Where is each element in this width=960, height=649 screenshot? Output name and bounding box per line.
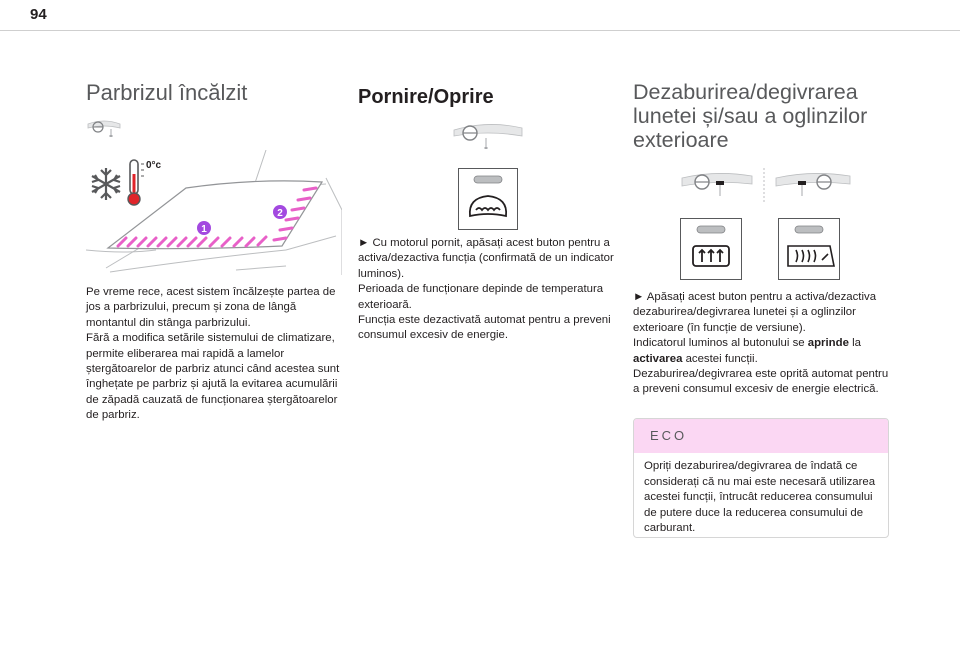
- col1-body-wrap: [86, 285, 342, 424]
- column-heated-windscreen: [86, 80, 342, 106]
- rear-demist-button[interactable]: [680, 218, 742, 280]
- col2-body-wrap: [358, 236, 616, 344]
- callout-1-label: 1: [201, 224, 207, 235]
- eco-text: Opriți dezaburirea/degivrarea de îndată ce considerați că nu mai este necesară utilizarea acestei funcții, întrucât reducerea consumului de putere duce la reducerea consumului de carburant.: [644, 460, 876, 535]
- mirror-demist-button[interactable]: [778, 218, 840, 280]
- eco-heading: ECO: [634, 419, 888, 453]
- dashboard-location-icon: [86, 118, 122, 140]
- dashboard-location-icons-3: [680, 166, 852, 204]
- column-on-off: [358, 80, 616, 110]
- section-title-heated-windscreen: Parbrizul încălzit: [86, 80, 248, 105]
- section-title-rear-demist: Dezaburirea/degivrarea lunetei și/sau a oglinzilor exterioare: [633, 80, 868, 152]
- desc2-post: acestei funcții.: [682, 352, 758, 365]
- page-number: 94: [30, 6, 47, 23]
- section-title-on-off: Pornire/Oprire: [358, 86, 494, 108]
- heated-windscreen-description: Pe vreme rece, acest sistem încălzește partea de jos a parbrizului, precum și zona de lângă montantul din stânga parbrizului. Fără a modifica setările sistemului de climatizare, permite eliberarea mai rapidă a lamelor ștergătoarelor de parbriz atunci când acestea sunt înghețate pe parbriz și ajută la evitarea acumulării de zăpadă cauzată de funcționarea ștergătoarelor de parbriz.: [86, 286, 340, 422]
- desc2-mid: la: [848, 337, 861, 350]
- rear-demist-desc-3: Dezaburirea/degivrarea este oprită automat pentru a preveni consumul excesiv de energie electrică.: [633, 368, 889, 396]
- eco-notice-box: [633, 418, 889, 538]
- col3-body-wrap: [633, 290, 893, 398]
- desc2-bold1: aprinde: [807, 337, 849, 350]
- heated-windscreen-illustration: [86, 150, 342, 275]
- rear-demist-desc-1: ► Apăsați acest buton pentru a activa/dezactiva dezaburirea/degivrarea lunetei și a oglinzilor exterioare (în funcție de versiune).: [633, 291, 877, 334]
- dashboard-location-icon-2: [452, 120, 524, 152]
- desc2-pre: Indicatorul luminos al butonului se: [633, 337, 808, 350]
- heated-windscreen-button[interactable]: [458, 168, 518, 230]
- column-rear-demist: [633, 80, 893, 152]
- top-divider: [0, 30, 960, 31]
- snowflake-icon: [92, 168, 120, 200]
- rear-demist-desc-2: [633, 336, 893, 367]
- callout-2-label: 2: [277, 208, 283, 219]
- temperature-label: 0°c: [146, 160, 162, 171]
- on-off-description: ► Cu motorul pornit, apăsați acest buton pentru a activa/dezactiva funcția (confirmată de un indicator luminos). Perioada de funcționare depinde de temperatura exterioară. Funcția este dezactivată automat pentru a preveni consumul excesiv de energie.: [358, 237, 614, 342]
- desc2-bold2: activarea: [633, 352, 683, 365]
- thermometer-icon: [128, 160, 144, 205]
